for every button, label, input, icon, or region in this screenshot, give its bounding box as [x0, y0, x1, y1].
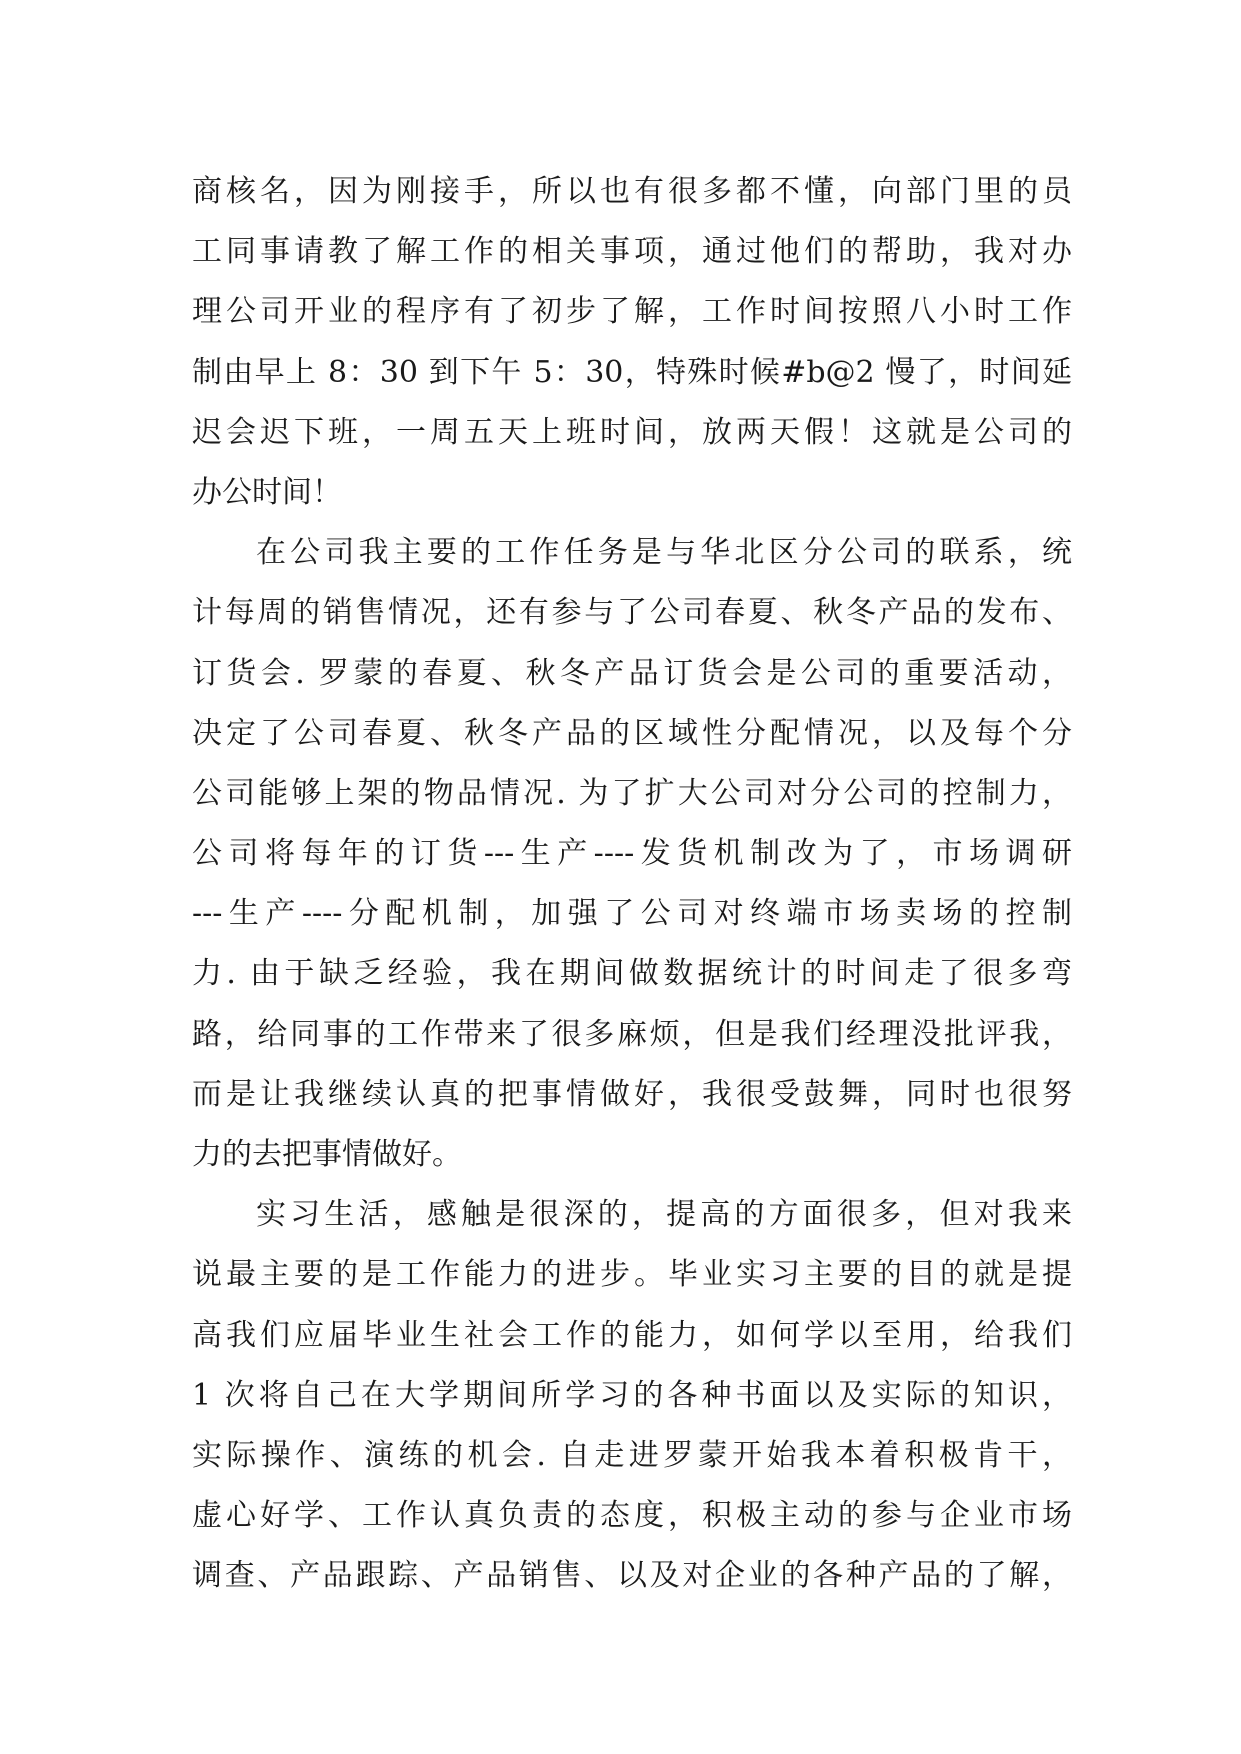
- paragraph-1: [192, 162, 1072, 523]
- text-line: ---生产----分配机制，加强了公司对终端市场卖场的控制: [192, 896, 1072, 932]
- text-line: 实际操作、演练的机会. 自走进罗蒙开始我本着积极肯干，: [192, 1437, 1072, 1473]
- text-line: 制由早上 8：30 到下午 5：30，特殊时候#b@2 慢了，时间延: [192, 354, 1072, 390]
- text-line: 力. 由于缺乏经验，我在期间做数据统计的时间走了很多弯: [192, 956, 1072, 992]
- text-line: 1 次将自己在大学期间所学习的各种书面以及实际的知识，: [192, 1377, 1072, 1413]
- document-body: [192, 162, 1072, 1607]
- text-line: 订货会. 罗蒙的春夏、秋冬产品订货会是公司的重要活动，: [192, 655, 1072, 691]
- text-line: 实习生活，感触是很深的，提高的方面很多，但对我来: [256, 1197, 1072, 1233]
- text-line: 高我们应届毕业生社会工作的能力，如何学以至用，给我们: [192, 1317, 1072, 1353]
- text-line: 商核名，因为刚接手，所以也有很多都不懂，向部门里的员: [192, 174, 1072, 209]
- text-line: 力的去把事情做好。: [192, 1137, 462, 1172]
- text-line: 理公司开业的程序有了初步了解，工作时间按照八小时工作: [192, 294, 1072, 330]
- text-line: 计每周的销售情况，还有参与了公司春夏、秋冬产品的发布、: [192, 595, 1072, 631]
- text-line: 路，给同事的工作带来了很多麻烦，但是我们经理没批评我，: [192, 1016, 1072, 1052]
- text-line: 在公司我主要的工作任务是与华北区分公司的联系，统: [256, 535, 1072, 571]
- text-line: 说最主要的是工作能力的进步。毕业实习主要的目的就是提: [192, 1257, 1072, 1293]
- text-line: 虚心好学、工作认真负责的态度，积极主动的参与企业市场: [192, 1498, 1072, 1534]
- text-line: 调查、产品跟踪、产品销售、以及对企业的各种产品的了解，: [192, 1558, 1072, 1594]
- text-line: 工同事请教了解工作的相关事项，通过他们的帮助，我对办: [192, 234, 1072, 270]
- text-line: 决定了公司春夏、秋冬产品的区域性分配情况，以及每个分: [192, 715, 1072, 751]
- text-line: 公司能够上架的物品情况. 为了扩大公司对分公司的控制力，: [192, 775, 1072, 811]
- paragraph-2: [192, 523, 1072, 1185]
- text-line: 迟会迟下班，一周五天上班时间，放两天假！这就是公司的: [192, 414, 1072, 450]
- paragraph-3: [192, 1185, 1072, 1606]
- text-line: 而是让我继续认真的把事情做好，我很受鼓舞，同时也很努: [192, 1076, 1072, 1112]
- text-line: 公司将每年的订货---生产----发货机制改为了，市场调研: [192, 836, 1072, 872]
- text-line: 办公时间！: [192, 474, 342, 510]
